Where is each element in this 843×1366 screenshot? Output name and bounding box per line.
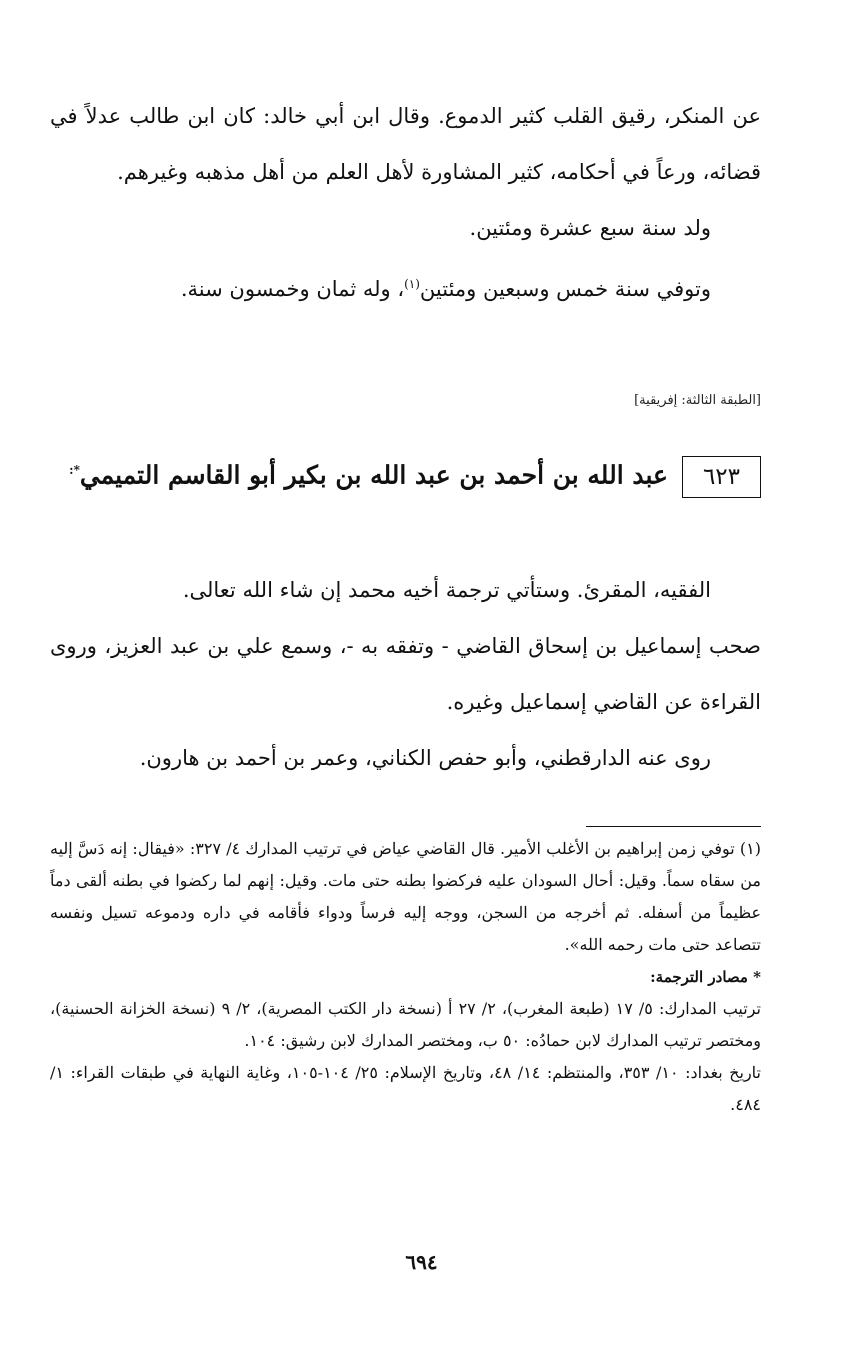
entry-title-mark: *: (69, 463, 80, 477)
page-number: ٦٩٤ (405, 1250, 438, 1274)
paragraph-continuation: عن المنكر، رقيق القلب كثير الدموع. وقال ابن أبي خالد: كان ابن طالب عدلاً في قضائه، ورعاً في أحكامه، كثير المشاورة لأهل العلم من أهل مذهبه وغيرهم. (50, 104, 761, 184)
sources-paragraph-1: ترتيب المدارك: ٥/ ١٧ (طبعة المغرب)، ٢/ ٢٧ أ (نسخة دار الكتب المصرية)، ٢/ ٩ (نسخة الخزانة الحسنية)، ومختصر ترتيب المدارك لابن حمادُه: ٥٠ ب، ومختصر المدارك لابن رشيق: ١٠٤. (50, 999, 761, 1050)
footnotes (50, 833, 761, 1121)
footnote-ref[interactable]: (١) (404, 277, 420, 291)
entry-heading (50, 440, 761, 505)
death-text: وتوفي سنة خمس وسبعين ومئتين (419, 277, 711, 301)
footnote-divider (586, 826, 761, 827)
death-text-end: ، وله ثمان وخمسون سنة. (180, 277, 405, 301)
footnote-1: (١) توفي زمن إبراهيم بن الأغلب الأمير. قال القاضي عياض في ترتيب المدارك ٤/ ٣٢٧: «فيقال: إنه دَسَّ إليه من سقاه سماً. وقيل: أحال السودان عليه فركضوا بطنه حتى مات. وقيل: إنهم لما ركضوا في بطنه ألقى دماً عظيماً من أسفله. ثم أخرجه من السجن، ووجه إليه فرساً ودواء فأقامه في داره ودموعه تسيل ونفسه تتصاعد حتى مات رحمه الله». (50, 839, 761, 954)
layer-label: [الطبقة الثالثة: إفريقية] (634, 393, 761, 408)
entry-number: ٦٢٣ (682, 456, 761, 498)
sources-paragraph-2: تاريخ بغداد: ١٠/ ٣٥٣، والمنتظم: ١٤/ ٤٨، وتاريخ الإسلام: ٢٥/ ١٠٤-١٠٥، وغاية النهاية في طبقات القراء: ١/ ٤٨٤. (50, 1063, 762, 1114)
entry-paragraph-2: صحب إسماعيل بن إسحاق القاضي - وتفقه به -، وسمع علي بن عبد العزيز، وروى القراءة عن القاضي إسماعيل وغيره. (50, 634, 761, 714)
entry-body (50, 562, 761, 786)
entry-title: عبد الله بن أحمد بن عبد الله بن بكير أبو القاسم التميمي (79, 460, 668, 490)
top-text (50, 88, 761, 317)
paragraph-death (50, 256, 761, 317)
entry-paragraph-3: روى عنه الدارقطني، وأبو حفص الكناني، وعمر بن أحمد بن هارون. (139, 746, 711, 770)
sources-heading: * مصادر الترجمة: (650, 968, 761, 986)
entry-paragraph-1: الفقيه، المقرئ. وستأتي ترجمة أخيه محمد إن شاء الله تعالى. (182, 578, 711, 602)
paragraph-birth: ولد سنة سبع عشرة ومئتين. (469, 216, 711, 240)
